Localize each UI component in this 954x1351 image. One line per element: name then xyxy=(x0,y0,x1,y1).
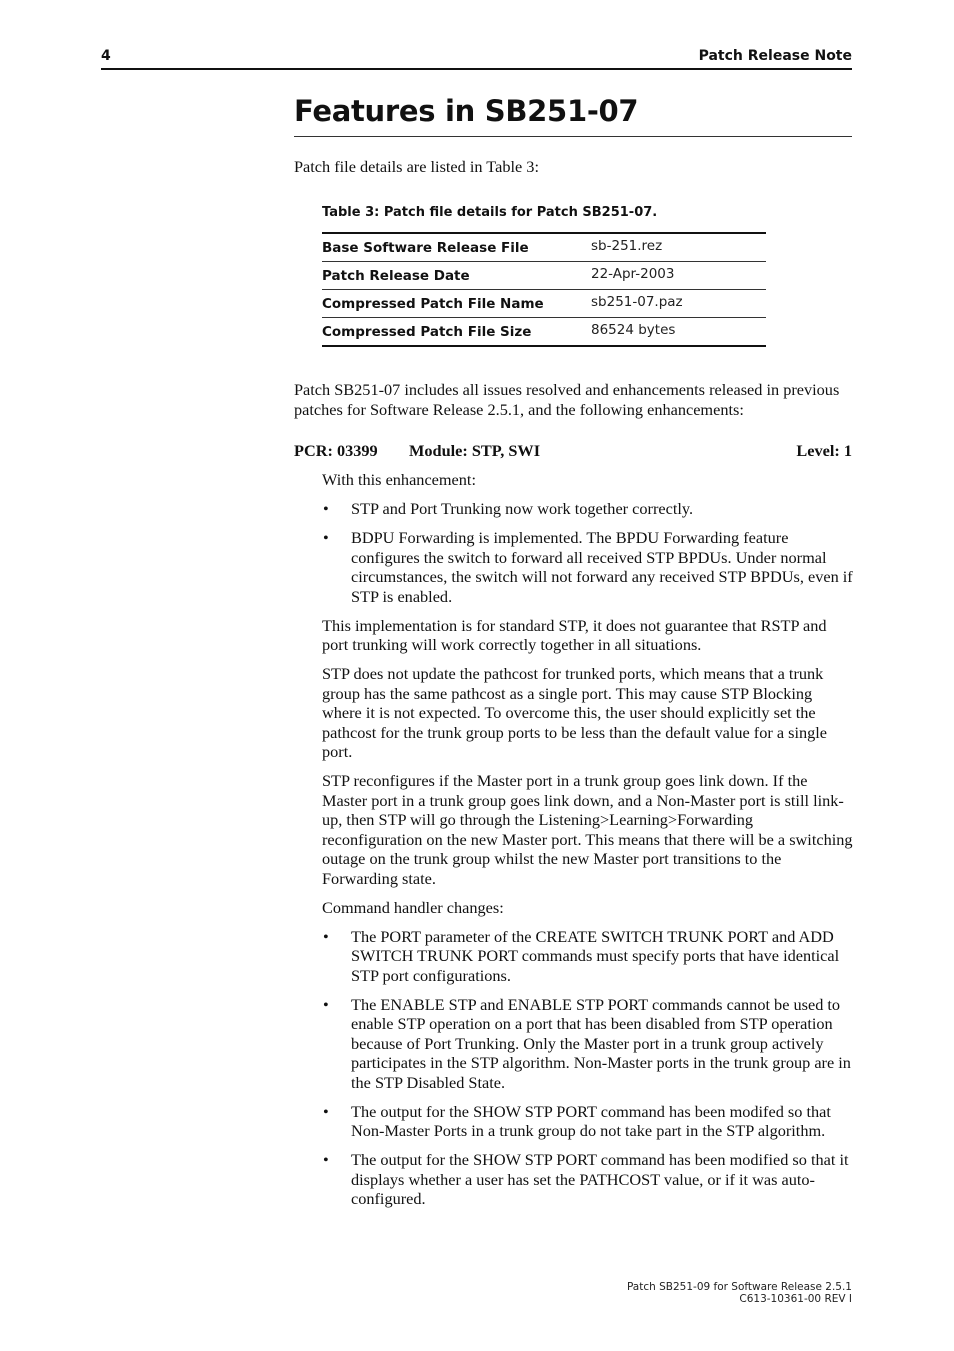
running-header-title: Patch Release Note xyxy=(698,48,852,64)
bullet-icon: • xyxy=(323,1101,329,1121)
list-item-text: BDPU Forwarding is implemented. The BPDU Forwarding feature configures the switch to forward all received STP BPDUs. Under normal circumstances, the switch will not forward any received STP BPDUs, even if STP is enabled. xyxy=(351,528,853,606)
pcr-module: Module: STP, SWI xyxy=(409,441,541,460)
header-rule xyxy=(101,68,852,70)
paragraph-pathcost: STP does not update the pathcost for trunked ports, which means that a trunk group has the same pathcost as a single port. This may cause STP Blocking where it is not expected. To overcome this, the user should explicitly set the pathcost for the trunk group ports to be less than the default value for a single port. xyxy=(322,664,828,761)
pcr-number: PCR: 03399 xyxy=(294,441,378,460)
table-row-value: sb251-07.paz xyxy=(591,288,766,316)
bullet-icon: • xyxy=(323,1150,329,1169)
bullet-icon: • xyxy=(323,499,329,518)
table-row-value: 86524 bytes xyxy=(591,316,766,345)
list-item xyxy=(322,995,854,1093)
footer-patch-title: Patch SB251-09 for Software Release 2.5.1 xyxy=(626,1281,852,1293)
table-row xyxy=(322,318,766,347)
paragraph-rstp-note: This implementation is for standard STP, it does not guarantee that RSTP and port trunking will work correctly together in all situations. xyxy=(322,615,827,654)
patch-details-table xyxy=(322,232,766,347)
enhancement-bullet-list xyxy=(322,499,854,606)
list-item xyxy=(322,528,854,606)
list-item-text: The PORT parameter of the CREATE SWITCH TRUNK PORT and ADD SWITCH TRUNK PORT commands must specify ports that have identical STP port configurations. xyxy=(351,926,840,985)
list-item xyxy=(322,499,854,519)
lead-paragraph: With this enhancement: xyxy=(322,470,476,489)
paragraph-master-port: STP reconfigures if the Master port in a trunk group goes link down. If the Master port in a trunk group goes link down, and a Non-Master port is still link-up, then STP will go through the Listening>Learning>Forwarding reconfiguration on the new Master port. This means that there will be a switching outage on the trunk group whilst the new Master port transitions to the Forwarding state. xyxy=(322,771,853,888)
page-number: 4 xyxy=(101,48,111,64)
footer-document-code: C613-10361-00 REV I xyxy=(739,1293,852,1305)
list-item-text: The output for the SHOW STP PORT command has been modified so that it displays whether a user has set the PATHCOST value, or if it was auto-configured. xyxy=(351,1150,849,1208)
section-title: Features in SB251-07 xyxy=(294,94,639,128)
list-item xyxy=(322,1150,854,1209)
table-row xyxy=(322,290,766,318)
list-item xyxy=(322,927,854,986)
table-row-label: Compressed Patch File Name xyxy=(322,290,591,318)
list-item-text: The ENABLE STP and ENABLE STP PORT commands cannot be used to enable STP operation on a port that has been disabled from STP operation because of Port Trunking. Only the Master port in a trunk group actively participates in the STP algorithm. Non-Master ports in the trunk group are in the STP Disabled State. xyxy=(351,994,851,1092)
section-title-rule xyxy=(294,136,852,137)
bullet-icon: • xyxy=(323,994,329,1014)
command-changes-bullet-list xyxy=(322,927,854,1209)
paragraph-command-handler: Command handler changes: xyxy=(322,897,504,917)
table-row-label: Base Software Release File xyxy=(322,239,529,256)
bullet-icon: • xyxy=(323,926,329,946)
table-row-label: Patch Release Date xyxy=(322,262,591,290)
table-row-value: 22-Apr-2003 xyxy=(591,260,766,288)
pcr-level: Level: 1 xyxy=(796,441,852,460)
bullet-icon: • xyxy=(323,528,329,547)
summary-paragraph: Patch SB251-07 includes all issues resolved and enhancements released in previous patches for Software Release 2.5.1, and the following enhancements: xyxy=(294,380,840,419)
table-row xyxy=(322,233,766,262)
list-item-text: STP and Port Trunking now work together correctly. xyxy=(351,499,694,518)
table-row xyxy=(322,262,766,290)
intro-paragraph: Patch file details are listed in Table 3: xyxy=(294,157,539,176)
table-caption: Table 3: Patch file details for Patch SB251-07. xyxy=(322,205,658,220)
list-item xyxy=(322,1102,854,1141)
table-row-value: sb-251.rez xyxy=(591,237,663,254)
enhancement-description xyxy=(322,470,854,1218)
table-row-label: Compressed Patch File Size xyxy=(322,318,591,347)
list-item-text: The output for the SHOW STP PORT command has been modifed so that Non-Master Ports in a trunk group do not take part in the STP algorithm. xyxy=(351,1101,831,1140)
